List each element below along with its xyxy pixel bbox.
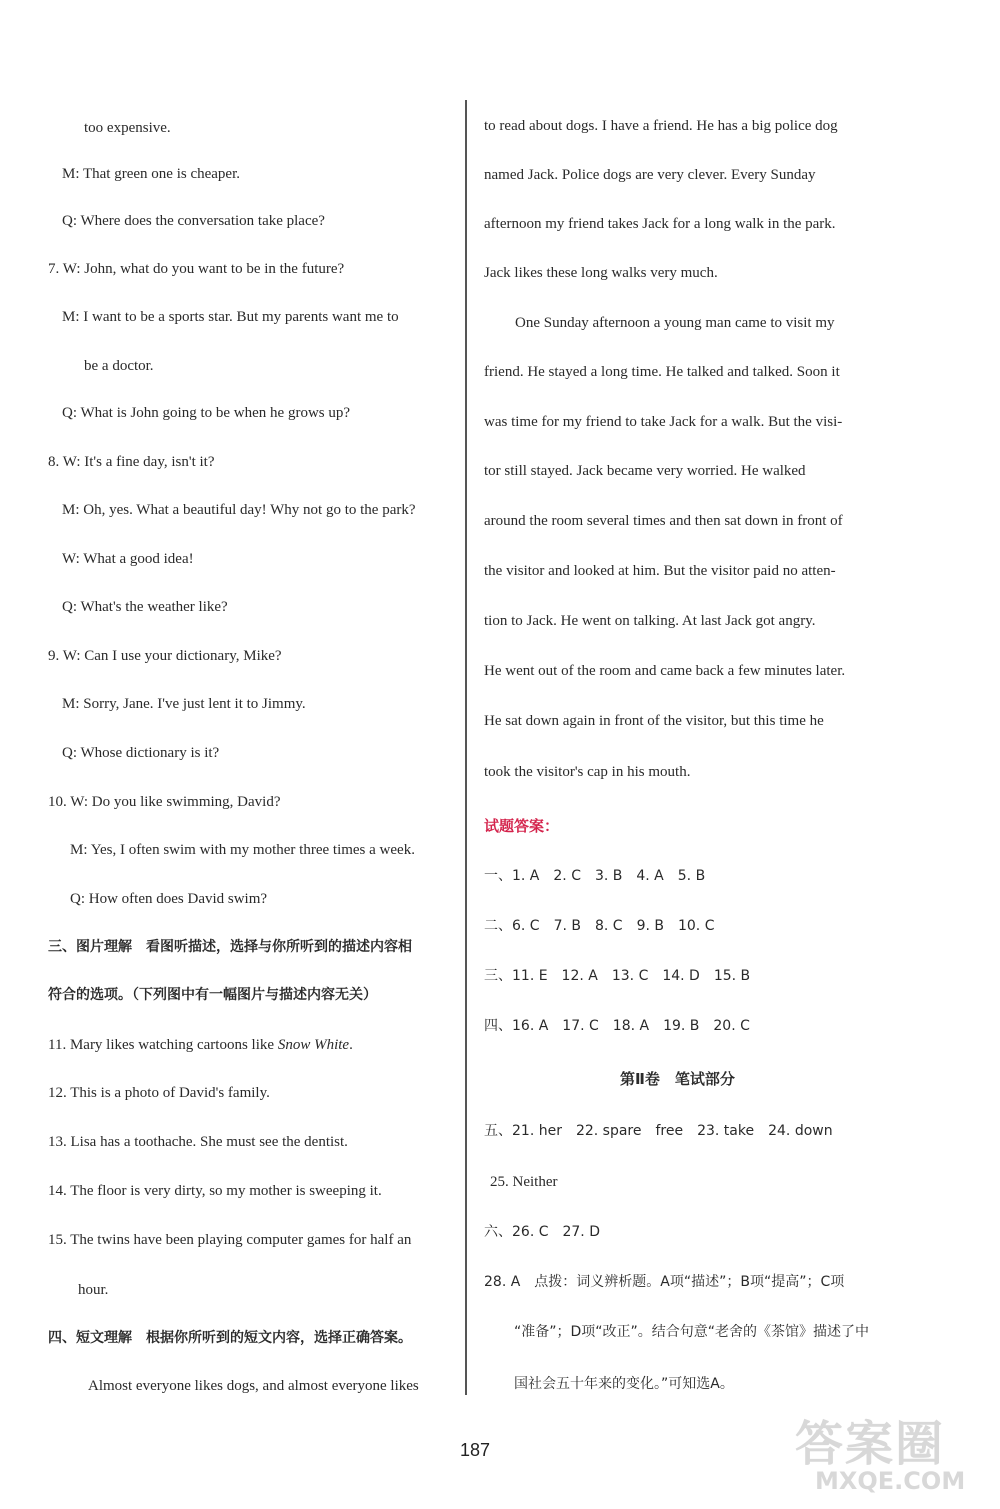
watermark-url: MXQE.COM [815,1467,966,1495]
passage-line: to read about dogs. I have a friend. He has a big police dog [484,118,838,134]
question-7: 7. W: John, what do you want to be in the future? [48,261,345,277]
item-11-text: 11. Mary likes watching cartoons like [48,1037,275,1053]
explanation-line: 国社会五十年来的变化。”可知选A。 [514,1376,734,1392]
text-line: M: I want to be a sports star. But my parents want me to [62,309,399,325]
answer-row: 四、16. A 17. C 18. A 19. B 20. C [484,1018,750,1034]
item-15: 15. The twins have been playing computer games for half an [48,1232,412,1248]
explanation-line: 28. A 点拨：词义辨析题。A项“描述”；B项“提高”；C项 [484,1274,845,1290]
text-line: Q: What's the weather like? [62,599,228,615]
text-line: be a doctor. [84,358,154,374]
section-title: 第Ⅱ卷 笔试部分 [620,1070,735,1088]
text-line: too expensive. [84,120,171,136]
written-answer-row: 25. Neither [490,1174,558,1190]
passage-start: Almost everyone likes dogs, and almost everyone likes [88,1378,419,1394]
item-15-cont: hour. [78,1282,109,1298]
text-line: M: That green one is cheaper. [62,166,240,182]
passage-line: took the visitor's cap in his mouth. [484,764,691,780]
question-9: 9. W: Can I use your dictionary, Mike? [48,648,282,664]
section-3-heading-cont: 符合的选项。（下列图中有一幅图片与描述内容无关） [48,987,377,1003]
explanation-line: “准备”；D项“改正”。结合句意“老舍的《茶馆》描述了中 [514,1324,870,1340]
column-divider [465,100,467,1395]
passage-line: tion to Jack. He went on talking. At last Jack got angry. [484,613,816,629]
text-line: Q: Whose dictionary is it? [62,745,220,761]
text-line: M: Yes, I often swim with my mother three times a week. [70,842,415,858]
passage-line: was time for my friend to take Jack for a walk. But the visi- [484,414,843,430]
answer-row: 三、11. E 12. A 13. C 14. D 15. B [484,968,751,984]
written-answer-row: 六、26. C 27. D [484,1224,600,1240]
item-11-title: Snow White [277,1037,350,1053]
passage-line: He sat down again in front of the visitor, but this time he [484,713,824,729]
text-line: M: Sorry, Jane. I've just lent it to Jimmy. [62,696,306,712]
question-8: 8. W: It's a fine day, isn't it? [48,454,215,470]
item-14: 14. The floor is very dirty, so my mother is sweeping it. [48,1183,382,1199]
passage-line: One Sunday afternoon a young man came to visit my [515,315,835,331]
item-12: 12. This is a photo of David's family. [48,1085,270,1101]
passage-line: named Jack. Police dogs are very clever. Every Sunday [484,167,816,183]
watermark-text: 答案圈 [795,1416,946,1472]
passage-line: the visitor and looked at him. But the visitor paid no atten- [484,563,836,579]
question-10: 10. W: Do you like swimming, David? [48,794,281,810]
written-answer-row: 五、21. her 22. spare free 23. take 24. down [484,1123,833,1139]
passage-line: He went out of the room and came back a few minutes later. [484,663,846,679]
passage-line: friend. He stayed a long time. He talked and talked. Soon it [484,364,840,380]
text-line: Q: What is John going to be when he grows up? [62,405,351,421]
passage-line: around the room several times and then sat down in front of [484,513,843,529]
item-11-period: . [349,1037,353,1053]
passage-line: tor still stayed. Jack became very worried. He walked [484,463,806,479]
passage-line: Jack likes these long walks very much. [484,265,718,281]
answers-heading: 试题答案： [484,817,560,835]
item-11 [48,1035,353,1055]
section-4-heading: 四、短文理解 根据你所听到的短文内容，选择正确答案。 [48,1330,412,1346]
passage-line: afternoon my friend takes Jack for a long walk in the park. [484,216,836,232]
text-line: Q: Where does the conversation take place? [62,213,325,229]
text-line: M: Oh, yes. What a beautiful day! Why not go to the park? [62,502,416,518]
section-3-heading: 三、图片理解 看图听描述，选择与你所听到的描述内容相 [48,939,412,955]
page-number: 187 [460,1440,491,1460]
item-13: 13. Lisa has a toothache. She must see the dentist. [48,1134,348,1150]
answer-row: 一、1. A 2. C 3. B 4. A 5. B [484,868,706,884]
text-line: W: What a good idea! [62,551,194,567]
watermark-logo [795,1405,966,1505]
answer-row: 二、6. C 7. B 8. C 9. B 10. C [484,918,715,934]
text-line: Q: How often does David swim? [70,891,268,907]
